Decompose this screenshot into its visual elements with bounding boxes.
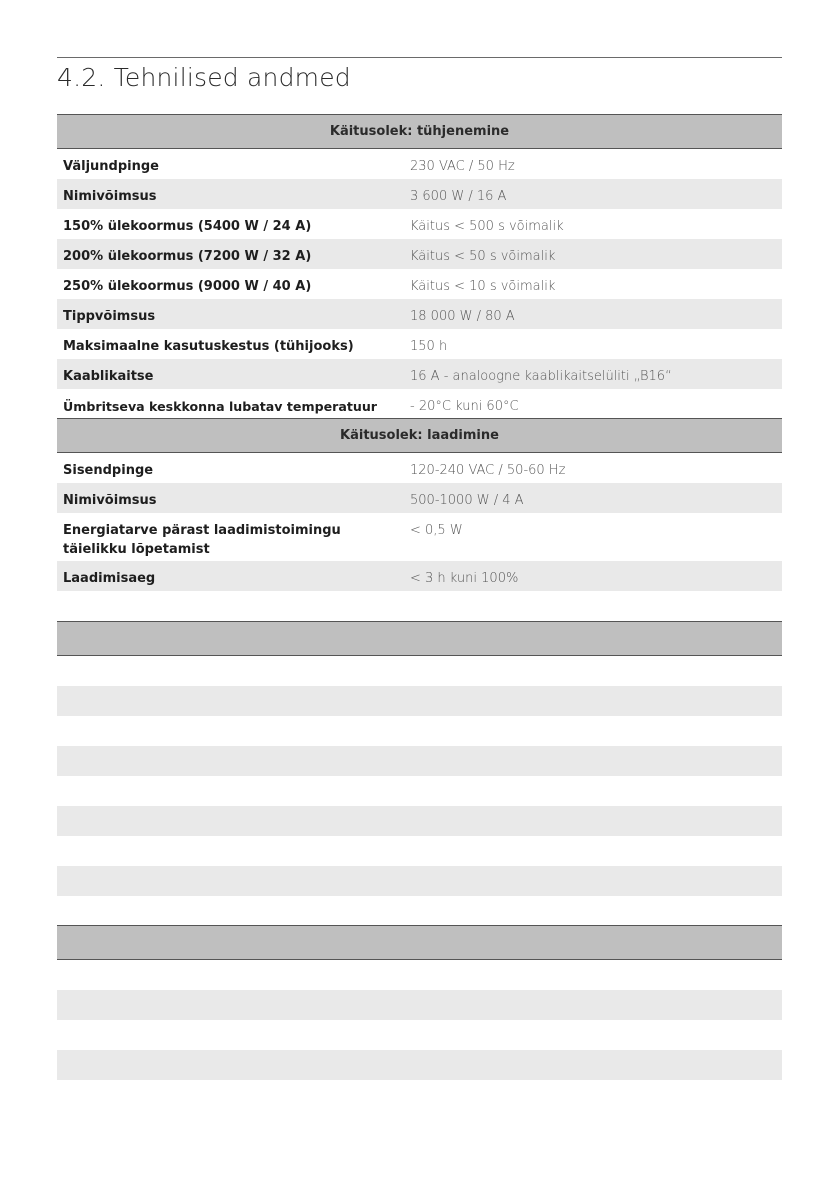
row-value: 230 VAC / 50 Hz bbox=[410, 159, 515, 174]
table-row bbox=[57, 239, 782, 269]
table-row bbox=[57, 990, 782, 1020]
row-value: Käitus < 500 s võimalik bbox=[410, 219, 564, 234]
top-rule bbox=[57, 57, 782, 58]
table-row bbox=[57, 686, 782, 716]
section-header bbox=[57, 621, 782, 656]
empty-table bbox=[57, 621, 782, 896]
table-row bbox=[57, 656, 782, 686]
page-title: 4.2. Tehnilised andmed bbox=[57, 63, 351, 92]
table-row bbox=[57, 299, 782, 329]
row-label: Tippvõimsus bbox=[63, 309, 156, 324]
row-label: 250% ülekoormus (9000 W / 40 A) bbox=[63, 279, 312, 294]
table-row bbox=[57, 866, 782, 896]
row-label: Energiatarve pärast laadimistoimingu täielikku lõpetamist bbox=[63, 523, 341, 557]
row-label: Sisendpinge bbox=[63, 463, 154, 478]
table-row bbox=[57, 329, 782, 359]
row-value: 500-1000 W / 4 A bbox=[410, 493, 524, 508]
empty-table bbox=[57, 925, 782, 1080]
table-row bbox=[57, 483, 782, 513]
row-value: 120-240 VAC / 50-60 Hz bbox=[410, 463, 566, 478]
table-row bbox=[57, 746, 782, 776]
row-label: Ümbritseva keskkonna lubatav temperatuur bbox=[63, 399, 378, 414]
table-row bbox=[57, 269, 782, 299]
table-row bbox=[57, 561, 782, 591]
row-value: < 0,5 W bbox=[410, 523, 463, 538]
table-row bbox=[57, 1020, 782, 1050]
row-value: Käitus < 50 s võimalik bbox=[410, 249, 556, 264]
row-label: 150% ülekoormus (5400 W / 24 A) bbox=[63, 219, 312, 234]
table-row bbox=[57, 716, 782, 746]
row-label: Laadimisaeg bbox=[63, 571, 156, 586]
row-value: - 20°C kuni 60°C bbox=[410, 399, 519, 414]
section-header: Käitusolek: laadimine bbox=[57, 418, 782, 453]
row-label: Nimivõimsus bbox=[63, 189, 157, 204]
row-value: 16 A - analoogne kaablikaitselüliti „B16“ bbox=[410, 369, 672, 384]
section-header bbox=[57, 925, 782, 960]
row-label: 200% ülekoormus (7200 W / 32 A) bbox=[63, 249, 312, 264]
table-charging bbox=[57, 418, 782, 591]
table-row bbox=[57, 149, 782, 179]
table-row bbox=[57, 359, 782, 389]
table-row bbox=[57, 806, 782, 836]
row-value: Käitus < 10 s võimalik bbox=[410, 279, 556, 294]
row-label: Maksimaalne kasutuskestus (tühijooks) bbox=[63, 339, 354, 354]
row-value: 18 000 W / 80 A bbox=[410, 309, 515, 324]
row-value: < 3 h kuni 100% bbox=[410, 571, 519, 586]
table-row bbox=[57, 179, 782, 209]
row-value: 150 h bbox=[410, 339, 448, 354]
table-row bbox=[57, 1050, 782, 1080]
table-row bbox=[57, 453, 782, 483]
table-row bbox=[57, 513, 782, 561]
table-row bbox=[57, 836, 782, 866]
table-row bbox=[57, 209, 782, 239]
section-header: Käitusolek: tühjenemine bbox=[57, 114, 782, 149]
row-value: 3 600 W / 16 A bbox=[410, 189, 507, 204]
table-row bbox=[57, 776, 782, 806]
table-row bbox=[57, 389, 782, 419]
row-label: Väljundpinge bbox=[63, 159, 159, 174]
table-row bbox=[57, 960, 782, 990]
row-label: Nimivõimsus bbox=[63, 493, 157, 508]
table-discharge bbox=[57, 114, 782, 419]
row-label: Kaablikaitse bbox=[63, 369, 154, 384]
